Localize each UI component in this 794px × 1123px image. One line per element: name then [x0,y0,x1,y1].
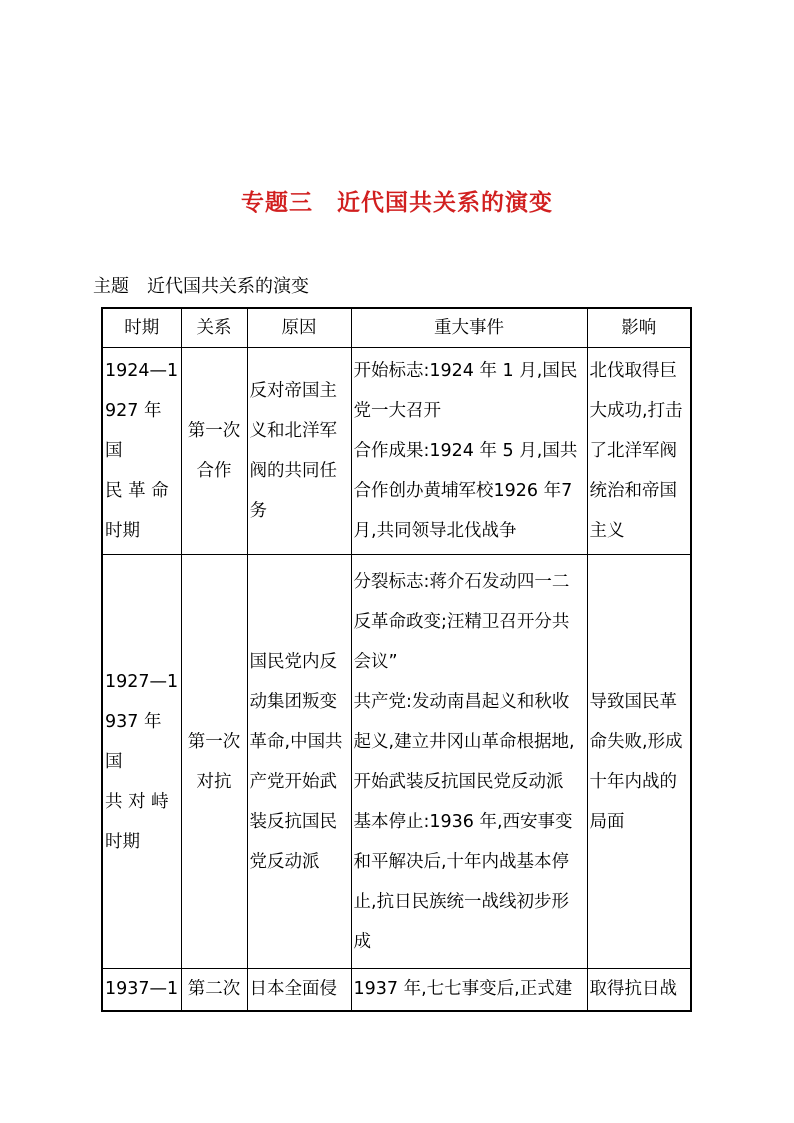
impact-text: 取得抗日战 [589,979,677,1000]
events-text: 开始标志:1924 年 1 月,国民 党一大召开 合作成果:1924 年 5 月,国共 合作创办黄埔军校1926 年7 月,共同领导北伐战争 [353,361,578,541]
table-row [102,555,691,969]
reason-text: 反对帝国主 义和北洋军 阀的共同任 务 [249,381,337,521]
table-row [102,348,691,555]
cell-events [351,969,587,1011]
cell-impact [587,969,691,1011]
relation-text: 第一次 合作 [187,421,241,481]
events-text: 分裂标志:蒋介石发动四一二 反革命政变;汪精卫召开分共 会议” 共产党:发动南昌起义和秋收 起义,建立井冈山革命根据地, 开始武装反抗国民党反动派 基本停止:1936 年,西安事变 和平解决后,十年内战基本停 止,抗日民族统一战线初步形 成 [353,571,575,952]
period-text: 1927—1 937 年国 共 对 峙 时期 [105,671,179,852]
events-text: 1937 年,七七事变后,正式建 [353,979,573,1000]
header-impact: 影响 [587,308,691,348]
cell-period [102,348,181,555]
header-period: 时期 [102,308,181,348]
relation-text: 第二次 [187,979,241,1000]
period-text: 1937—1 [105,979,179,1000]
cell-period [102,969,181,1011]
cell-relation [181,555,247,969]
cell-period [102,555,181,969]
cell-events [351,348,587,555]
reason-text: 国民党内反 动集团叛变 革命,中国共 产党开始武 装反抗国民 党反动派 [249,651,343,872]
header-events: 重大事件 [351,308,587,348]
period-text: 1924—1 927 年国 民 革 命 时期 [105,361,179,541]
cell-relation [181,969,247,1011]
subtitle-text: 近代国共关系的演变 [147,276,309,297]
table-header-row [102,308,691,348]
page-title: 专题三 近代国共关系的演变 [241,190,553,216]
table-row [102,969,691,1011]
subtitle-label: 主题 [93,276,129,297]
relation-text: 第一次 对抗 [187,731,241,792]
cell-reason [247,555,351,969]
cell-reason [247,348,351,555]
impact-text: 北伐取得巨 大成功,打击 了北洋军阀 统治和帝国 主义 [589,361,683,541]
impact-text: 导致国民革 命失败,形成 十年内战的 局面 [589,691,683,832]
reason-text: 日本全面侵 [249,979,337,1000]
cell-relation [181,348,247,555]
header-reason: 原因 [247,308,351,348]
header-relation: 关系 [181,308,247,348]
cell-impact [587,348,691,555]
cell-events [351,555,587,969]
cell-reason [247,969,351,1011]
subtitle [93,272,327,298]
cell-impact [587,555,691,969]
relations-table [101,307,692,1012]
